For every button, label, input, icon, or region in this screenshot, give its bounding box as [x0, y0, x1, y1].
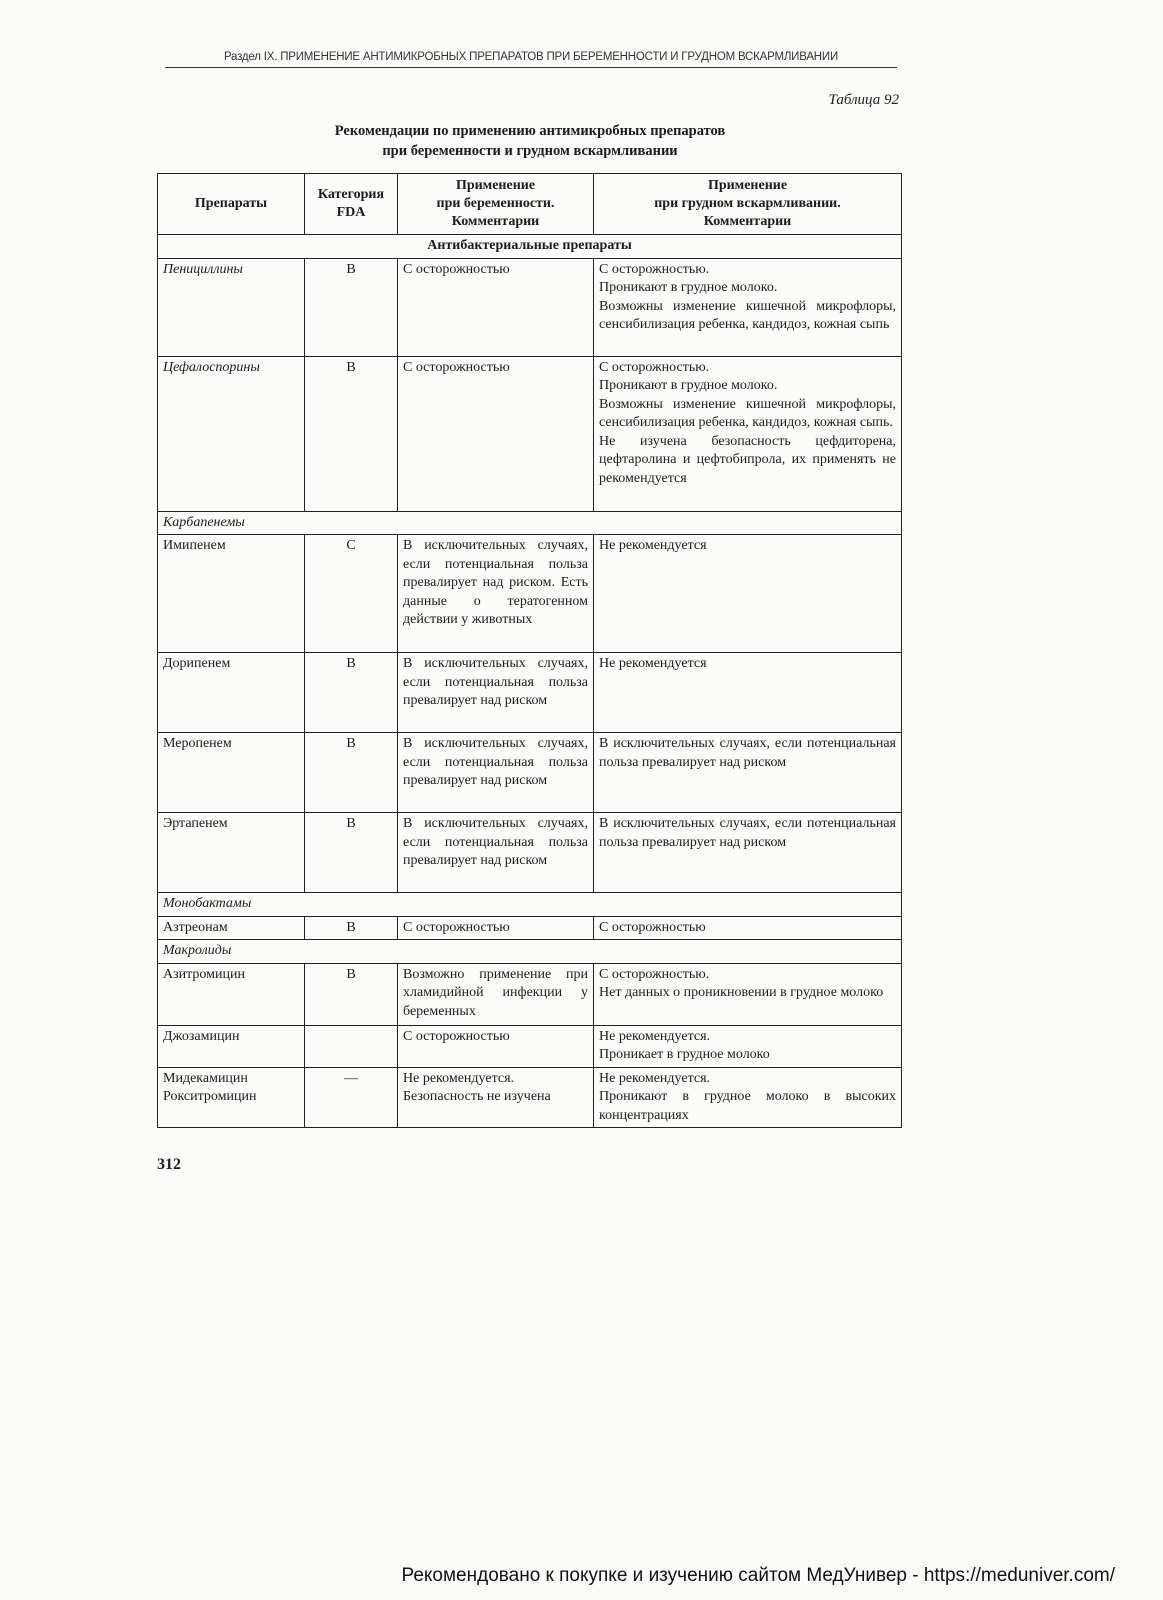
fda-category-cell: B [305, 916, 398, 940]
pregnancy-cell: Возможно применение при хламидийной инфекции у беременных [398, 963, 594, 1025]
section-row [158, 235, 902, 259]
table-header-row [158, 174, 902, 235]
table-row [158, 733, 902, 813]
drug-cell: Меропенем [158, 733, 305, 813]
drug-cell: Азтреонам [158, 916, 305, 940]
fda-category-cell: B [305, 813, 398, 893]
table-row [158, 963, 902, 1025]
subgroup-monobactams: Монобактамы [158, 893, 902, 917]
col-header-drugs: Препараты [158, 174, 305, 235]
running-header: Раздел IX. ПРИМЕНЕНИЕ АНТИМИКРОБНЫХ ПРЕПАРАТОВ ПРИ БЕРЕМЕННОСТИ И ГРУДНОМ ВСКАРМЛИВАНИИ [223, 51, 839, 63]
table-row [158, 916, 902, 940]
drug-cell: Джозамицин [158, 1025, 305, 1067]
pregnancy-cell: Не рекомендуется. Безопасность не изучена [398, 1067, 594, 1128]
col-header-lactation: Применение при грудном вскармливании. Комментарии [594, 174, 902, 235]
table-row [158, 1025, 902, 1067]
subgroup-row [158, 511, 902, 535]
table-row [158, 813, 902, 893]
col-header-fda-category: Категория FDA [305, 174, 398, 235]
lactation-cell: С осторожностью. Проникают в грудное молоко. Возможны изменение кишечной микрофлоры, сенсибилизация ребенка, кандидоз, кожная сыпь [594, 258, 902, 356]
pregnancy-cell: В исключительных случаях, если потенциальная польза превалирует над риском [398, 653, 594, 733]
lactation-cell: В исключительных случаях, если потенциальная польза превалирует над риском [594, 813, 902, 893]
lactation-cell: Не рекомендуется [594, 653, 902, 733]
fda-category-cell [305, 1025, 398, 1067]
pregnancy-cell: С осторожностью [398, 1025, 594, 1067]
drug-cell: Азитромицин [158, 963, 305, 1025]
lactation-cell: Не рекомендуется [594, 535, 902, 653]
fda-category-cell: B [305, 258, 398, 356]
drug-cell: Дорипенем [158, 653, 305, 733]
subgroup-carbapenems: Карбапенемы [158, 511, 902, 535]
lactation-cell: С осторожностью. Нет данных о проникновении в грудное молоко [594, 963, 902, 1025]
subgroup-row [158, 893, 902, 917]
table-row [158, 1067, 902, 1128]
fda-category-cell: B [305, 733, 398, 813]
lactation-cell: В исключительных случаях, если потенциальная польза превалирует над риском [594, 733, 902, 813]
section-antibacterial: Антибактериальные препараты [158, 235, 902, 259]
col-header-pregnancy: Применение при беременности. Комментарии [398, 174, 594, 235]
table-title-line-2: при беременности и грудном вскармливании [382, 143, 678, 159]
table-row [158, 258, 902, 356]
subgroup-macrolides: Макролиды [158, 940, 902, 964]
fda-category-cell: C [305, 535, 398, 653]
table-title [240, 121, 820, 161]
pregnancy-cell: С осторожностью [398, 356, 594, 511]
table-title-line-1: Рекомендации по применению антимикробных препаратов [334, 123, 726, 139]
pregnancy-cell: С осторожностью [398, 916, 594, 940]
fda-category-cell: — [305, 1067, 398, 1128]
page-number: 312 [157, 1156, 181, 1173]
lactation-cell: С осторожностью [594, 916, 902, 940]
drug-cell: Имипенем [158, 535, 305, 653]
lactation-cell: С осторожностью. Проникают в грудное молоко. Возможны изменение кишечной микрофлоры, сенсибилизация ребенка, кандидоз, кожная сыпь. Не изучена безопасность цефдиторена, цефтаролина и цефтобипрола, их применять не рекомендуется [594, 356, 902, 511]
drug-cell: Пенициллины [158, 258, 305, 356]
lactation-cell: Не рекомендуется. Проникают в грудное молоко в высоких концентрациях [594, 1067, 902, 1128]
fda-category-cell: B [305, 653, 398, 733]
footer-text: Рекомендовано к покупке и изучению сайтом МедУнивер - https://meduniver.com/ [401, 1565, 1115, 1586]
pregnancy-cell: С осторожностью [398, 258, 594, 356]
subgroup-row [158, 940, 902, 964]
pregnancy-cell: В исключительных случаях, если потенциальная польза превалирует над риском. Есть данные о тератогенном действии у животных [398, 535, 594, 653]
table-number: Таблица 92 [828, 92, 899, 108]
table-row [158, 535, 902, 653]
pregnancy-cell: В исключительных случаях, если потенциальная польза превалирует над риском [398, 813, 594, 893]
drug-cell: Мидекамицин Рокситромицин [158, 1067, 305, 1128]
table-row [158, 653, 902, 733]
table-row [158, 356, 902, 511]
header-divider [165, 67, 897, 68]
drug-cell: Эртапенем [158, 813, 305, 893]
recommendations-table [157, 173, 902, 1128]
fda-category-cell: B [305, 356, 398, 511]
lactation-cell: Не рекомендуется. Проникает в грудное молоко [594, 1025, 902, 1067]
pregnancy-cell: В исключительных случаях, если потенциальная польза превалирует над риском [398, 733, 594, 813]
drug-cell: Цефалоспорины [158, 356, 305, 511]
fda-category-cell: B [305, 963, 398, 1025]
